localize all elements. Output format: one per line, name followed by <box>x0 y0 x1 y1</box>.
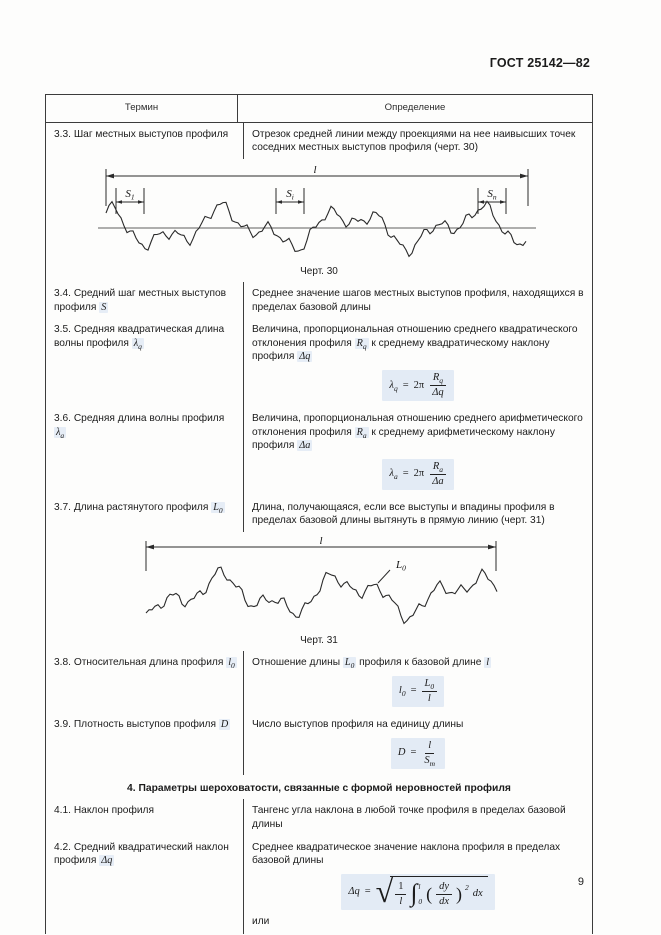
fraction: $\frac{dy}{dx}$ <box>436 881 452 908</box>
definition-text: Среднее квадратическое значение наклона профиля в пределах базовой длины <box>252 841 561 867</box>
arrowhead <box>146 545 154 550</box>
equals-sign: = <box>402 379 409 391</box>
section-4-header: 4. Параметры шероховатости, связанные с формой неровностей профиля <box>127 782 511 794</box>
math-symbol: Δq <box>101 855 113 867</box>
term-cell-4-1 <box>46 799 244 835</box>
arrowhead <box>478 200 484 204</box>
leader-line <box>378 570 390 583</box>
figure-31 <box>46 532 592 651</box>
term-cell-4-2 <box>46 836 244 935</box>
figure-30-caption: Черт. 30 <box>300 265 338 277</box>
term-text: 3.7. Длина растянутого профиля <box>54 501 212 513</box>
figure-30-graphic <box>84 164 554 264</box>
fraction: $\frac{R_a}{\Delta a}$ <box>429 461 446 488</box>
math-symbol: $\lambda_q$ <box>133 337 142 351</box>
column-header-term: Термин <box>46 95 238 122</box>
term-text: 3.9. Плотность выступов профиля <box>54 719 219 731</box>
term-cell-3-8 <box>46 651 244 713</box>
math-symbol: D <box>220 719 229 731</box>
fraction: $\frac{L_0}{l}$ <box>422 678 438 705</box>
arrowhead <box>520 173 528 178</box>
table-row-3-7 <box>46 496 592 532</box>
term-text: 3.8. Относительная длина профиля <box>54 657 227 669</box>
term-text: 3.6. Средняя длина волны профиля <box>54 413 225 425</box>
integral-upper-limit: l <box>418 881 421 891</box>
definition-cell-3-7 <box>244 496 592 532</box>
equals-sign: = <box>402 468 409 480</box>
table-row-3-8 <box>46 651 592 713</box>
sqrt-sign: √ <box>375 872 394 909</box>
fraction: $\frac{1}{l}$ <box>395 881 406 908</box>
term-text: 3.4. Средний шаг местных выступов профиля <box>54 288 227 313</box>
math-symbol: $R_a$ <box>356 426 367 440</box>
coefficient: 2π <box>413 468 425 480</box>
dim-label-sn: $S_n$ <box>487 187 497 202</box>
integral-sign: ∫ <box>410 880 418 908</box>
math-symbol: $L_0$ <box>344 657 355 671</box>
dim-label-l: l <box>319 537 323 548</box>
term-cell-3-6 <box>46 407 244 496</box>
dim-label-l: l <box>313 163 317 176</box>
document-header: ГОСТ 25142—82 <box>489 56 590 70</box>
column-header-definition: Определение <box>384 102 446 113</box>
math-symbol: $\lambda_a$ <box>56 426 65 440</box>
figure-31-graphic <box>84 537 554 633</box>
formula-lhs: $\lambda_a$ <box>389 468 398 482</box>
math-symbol: Δa <box>299 440 311 452</box>
term-cell-3-3 <box>46 123 244 159</box>
dim-label-s1: $S_1$ <box>125 187 135 202</box>
definition-cell-3-5 <box>244 318 592 407</box>
equals-sign: = <box>364 885 371 897</box>
definition-cell-4-1 <box>244 799 592 835</box>
differential: dx <box>472 888 483 900</box>
formula-lhs: $l_0$ <box>398 685 406 699</box>
term-text: 4.2. Средний квадратический наклон профиля <box>54 841 229 867</box>
term-cell-3-5 <box>46 318 244 407</box>
terms-table <box>45 94 593 934</box>
definition-cell-3-3 <box>244 123 592 159</box>
arrowhead <box>138 200 144 204</box>
equals-sign: = <box>410 747 417 759</box>
definition-text: Величина, пропорциональная отношению среднего квадратического отклонения профиля $R_q$ к среднему квадратическому наклону профиля Δq <box>252 324 578 363</box>
figure-30 <box>46 159 592 282</box>
term-text: 3.5. Средняя квадратическая длина волны профиля <box>54 324 225 349</box>
formula-lambda-q <box>252 370 584 401</box>
fraction: $\frac{R_q}{\Delta q}$ <box>429 372 446 399</box>
definition-cell-3-8 <box>244 651 592 713</box>
term-text: 3.3. Шаг местных выступов профиля <box>54 128 229 140</box>
arrowhead <box>116 200 122 204</box>
term-text: 4.1. Наклон профиля <box>54 805 154 817</box>
term-cell-3-7 <box>46 496 244 532</box>
integral-lower-limit: 0 <box>418 896 423 906</box>
math-symbol: Δq <box>299 351 311 363</box>
term-cell-3-4 <box>46 282 244 318</box>
or-text: или <box>252 915 270 927</box>
equals-sign: = <box>410 685 417 697</box>
math-symbol: $l_0$ <box>228 657 235 671</box>
table-row-3-3 <box>46 123 592 159</box>
formula-lhs: Δq <box>348 885 360 897</box>
definition-cell-3-6 <box>244 407 592 496</box>
formula-d <box>252 738 584 769</box>
arrowhead <box>488 545 496 550</box>
arrowhead <box>276 200 282 204</box>
definition-cell-3-4 <box>244 282 592 318</box>
arrowhead <box>106 173 114 178</box>
arrowhead <box>500 200 506 204</box>
page-number: 9 <box>577 876 584 888</box>
table-row-3-6 <box>46 407 592 496</box>
exponent: 2 <box>465 882 469 892</box>
square-root <box>375 872 488 909</box>
coefficient: 2π <box>413 379 425 391</box>
definition-text: Среднее значение шагов местных выступов профиля, находящихся в пределах базовой длины <box>252 288 584 313</box>
definition-text: Отрезок средней линии между проекциями на нее наивысших точек соседних местных выступов профиля (черт. 30) <box>252 128 576 154</box>
fraction: $\frac{l}{S_m}$ <box>424 739 436 768</box>
math-symbol: $R_q$ <box>356 337 367 351</box>
figure-31-caption: Черт. 31 <box>300 635 338 647</box>
table-row-3-4 <box>46 282 592 318</box>
definition-cell-3-9 <box>244 713 592 775</box>
formula-l0 <box>252 676 584 707</box>
math-symbol: l <box>486 657 490 669</box>
close-paren: ) <box>456 884 462 905</box>
definition-text: Тангенс угла наклона в любой точке профиля в пределах базовой длины <box>252 805 566 830</box>
arrowhead <box>298 200 304 204</box>
definition-text: Величина, пропорциональная отношению среднего арифметического отклонения профиля $R_a$ к среднему арифметическому наклону профиля Δa <box>252 413 583 452</box>
definition-cell-4-2 <box>244 836 592 935</box>
integral <box>410 882 422 907</box>
table-row-3-9 <box>46 713 592 775</box>
table-row-4-1 <box>46 799 592 835</box>
math-symbol: S <box>101 301 107 313</box>
formula-lhs: D <box>397 747 406 759</box>
curve-label-l0: $L_0$ <box>396 559 406 573</box>
dim-label-si: $S_i$ <box>286 187 294 202</box>
math-symbol: $L_0$ <box>213 501 223 515</box>
definition-text: Число выступов профиля на единицу длины <box>252 719 464 731</box>
table-row-3-5 <box>46 318 592 407</box>
term-cell-3-9 <box>46 713 244 775</box>
definition-text: Отношение длины $L_0$ профиля к базовой длине l <box>252 657 490 671</box>
table-header-row <box>46 95 592 123</box>
profile-curve <box>146 567 497 623</box>
profile-curve <box>106 201 526 256</box>
formula-lambda-a <box>252 459 584 490</box>
open-paren: ( <box>426 884 433 905</box>
formula-lhs: $\lambda_q$ <box>389 379 398 393</box>
definition-text: Длина, получающаяся, если все выступы и впадины профиля в пределах базовой длины вытянуть в прямую линию (черт. 31) <box>252 501 555 527</box>
table-row-4-2 <box>46 836 592 935</box>
formula-delta-q <box>252 874 584 910</box>
